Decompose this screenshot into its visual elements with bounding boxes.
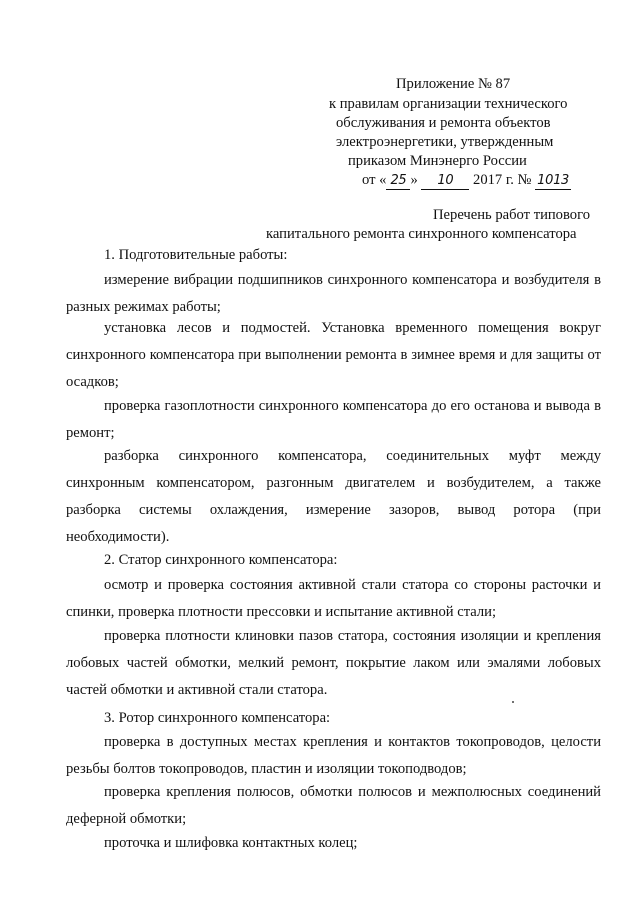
date-month: 10 [421, 173, 469, 190]
list-item: проверка газоплотности синхронного компенсатора до его останова и вывода в ремонт; [66, 398, 601, 441]
list-item: осмотр и проверка состояния активной стали статора со стороны расточки и спинки, проверка плотности прессовки и испытание активной стали; [66, 577, 601, 620]
list-item: проверка в доступных местах крепления и контактов токопроводов, целости резьбы болтов токопроводов, пластин и изоляции токоподводов; [66, 734, 601, 777]
appendix-rules-line: к правилам организации технического [329, 96, 568, 112]
section-heading-rotor: 3. Ротор синхронного компенсатора: [104, 710, 331, 726]
date-day: 25 [386, 173, 410, 190]
order-number: 1013 [535, 173, 571, 190]
list-item: проверка плотности клиновки пазов статора, состояния изоляции и крепления лобовых частей обмотки, мелкий ремонт, покрытие лаком или эмалями лобовых частей обмотки и активной стали статора. [66, 628, 601, 698]
date-mid: » [410, 172, 422, 188]
appendix-maintenance-line: обслуживания и ремонта объектов [336, 115, 551, 131]
document-title-line2: капитального ремонта синхронного компенсатора [266, 226, 577, 242]
appendix-number: Приложение № 87 [396, 76, 511, 92]
document-title-line1: Перечень работ типового [433, 207, 590, 223]
appendix-order-line: приказом Минэнерго России [348, 153, 527, 169]
scan-speck [512, 701, 514, 703]
section-heading-stator: 2. Статор синхронного компенсатора: [104, 552, 338, 568]
list-item: проточка и шлифовка контактных колец; [104, 835, 358, 851]
date-year: 2017 г. № [469, 172, 536, 188]
list-item: установка лесов и подмостей. Установка временного помещения вокруг синхронного компенсатора при выполнении ремонта в зимнее время и для защиты от осадков; [66, 320, 601, 390]
date-prefix: от « [362, 172, 387, 188]
section-heading-preparatory: 1. Подготовительные работы: [104, 247, 288, 263]
list-item: разборка синхронного компенсатора, соединительных муфт между синхронным компенсатором, разгонным двигателем и возбудителем, а также разборка системы охлаждения, измерение зазоров, вывод ротора (при необходимости). [66, 448, 601, 545]
appendix-date-line [362, 170, 571, 190]
appendix-approved-line: электроэнергетики, утвержденным [336, 134, 554, 150]
list-item: измерение вибрации подшипников синхронного компенсатора и возбудителя в разных режимах работы; [66, 272, 601, 315]
list-item: проверка крепления полюсов, обмотки полюсов и межполюсных соединений деферной обмотки; [66, 784, 601, 827]
